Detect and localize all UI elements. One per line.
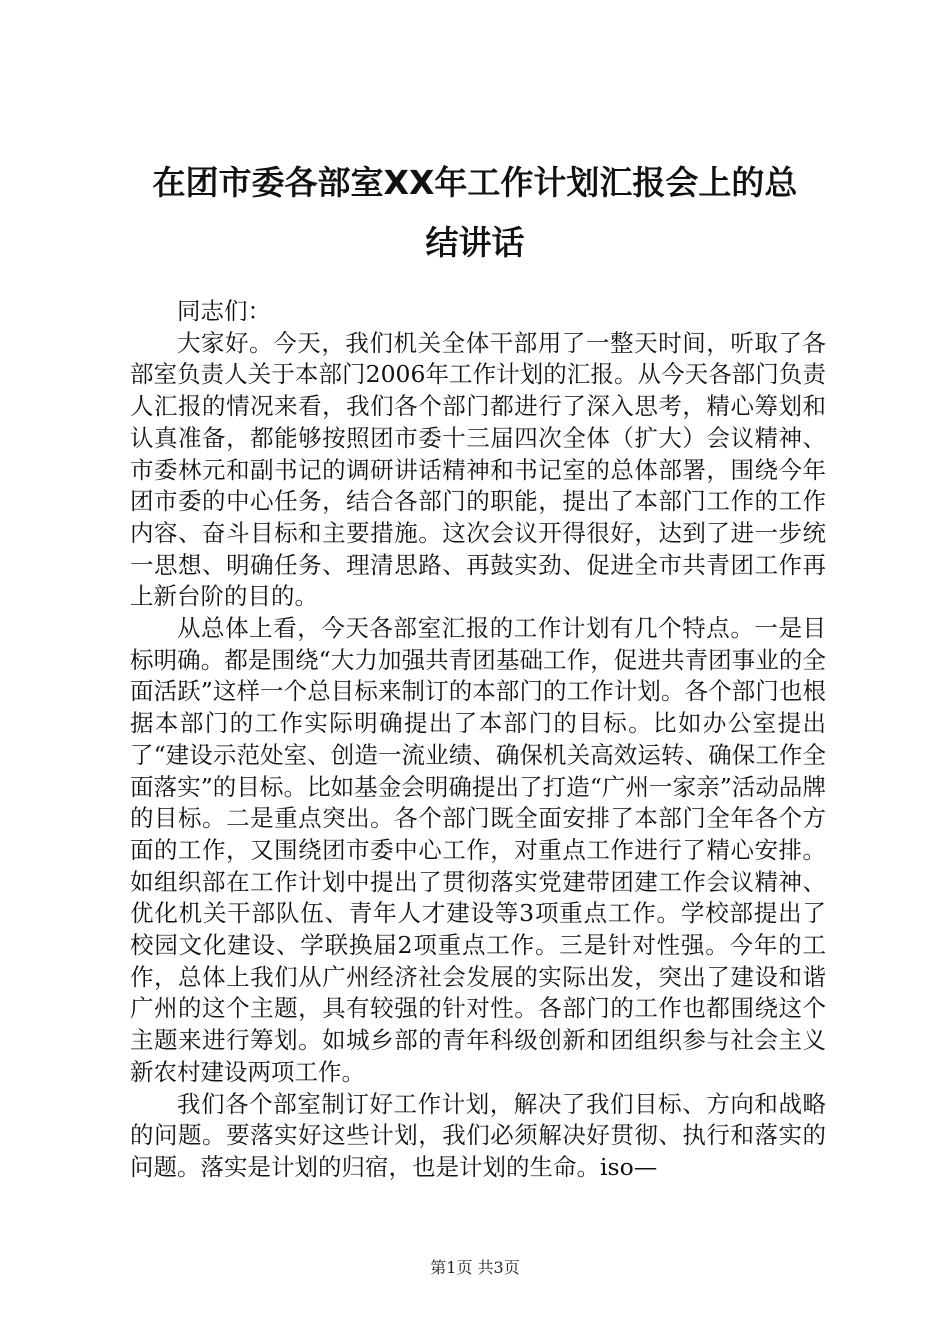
paragraph-2: 从总体上看，今天各部室汇报的工作计划有几个特点。一是目标明确。都是围绕“大力加强共青团基础工作，促进共青团事业的全面活跃”这样一个总目标来制订的本部门的工作计划。各个部门也根据本部门的工作实际明确提出了本部门的目标。比如办公室提出了“建设示范处室、创造一流业绩、确保机关高效运转、确保工作全面落实”的目标。比如基金会明确提出了打造“广州一家亲”活动品牌的目标。二是重点突出。各个部门既全面安排了本部门全年各个方面的工作，又围绕团市委中心工作，对重点工作进行了精心安排。如组织部在工作计划中提出了贯彻落实党建带团建工作会议精神、优化机关干部队伍、青年人才建设等3项重点工作。学校部提出了校园文化建设、学联换届2项重点工作。三是针对性强。今年的工作，总体上我们从广州经济社会发展的实际出发，突出了建设和谐广州的这个主题，具有较强的针对性。各部门的工作也都围绕这个主题来进行筹划。如城乡部的青年科级创新和团组织参与社会主义新农村建设两项工作。 (130, 614, 826, 1086)
paragraph-3: 我们各个部室制订好工作计划，解决了我们目标、方向和战略的问题。要落实好这些计划，我们必须解决好贯彻、执行和落实的问题。落实是计划的归宿，也是计划的生命。iso— (130, 1089, 826, 1181)
page-footer: 第1页 共3页 (430, 1258, 520, 1277)
salutation: 同志们： (177, 297, 271, 325)
paragraph-1: 大家好。今天，我们机关全体干部用了一整天时间，听取了各部室负责人关于本部门2006年工作计划的汇报。从今天各部门负责人汇报的情况来看，我们各个部门都进行了深入思考，精心筹划和认真准备，都能够按照团市委十三届四次全体（扩大）会议精神、市委林元和副书记的调研讲话精神和书记室的总体部署，围绕今年团市委的中心任务，结合各部门的职能，提出了本部门工作的工作内容、奋斗目标和主要措施。这次会议开得很好，达到了进一步统一思想、明确任务、理清思路、再鼓实劲、促进全市共青团工作再上新台阶的目的。 (130, 328, 826, 611)
document-title-line-2: 结讲话 (425, 223, 525, 262)
document-body (130, 296, 826, 1184)
document-title-line-1: 在团市委各部室XX年工作计划汇报会上的总 (152, 163, 798, 202)
